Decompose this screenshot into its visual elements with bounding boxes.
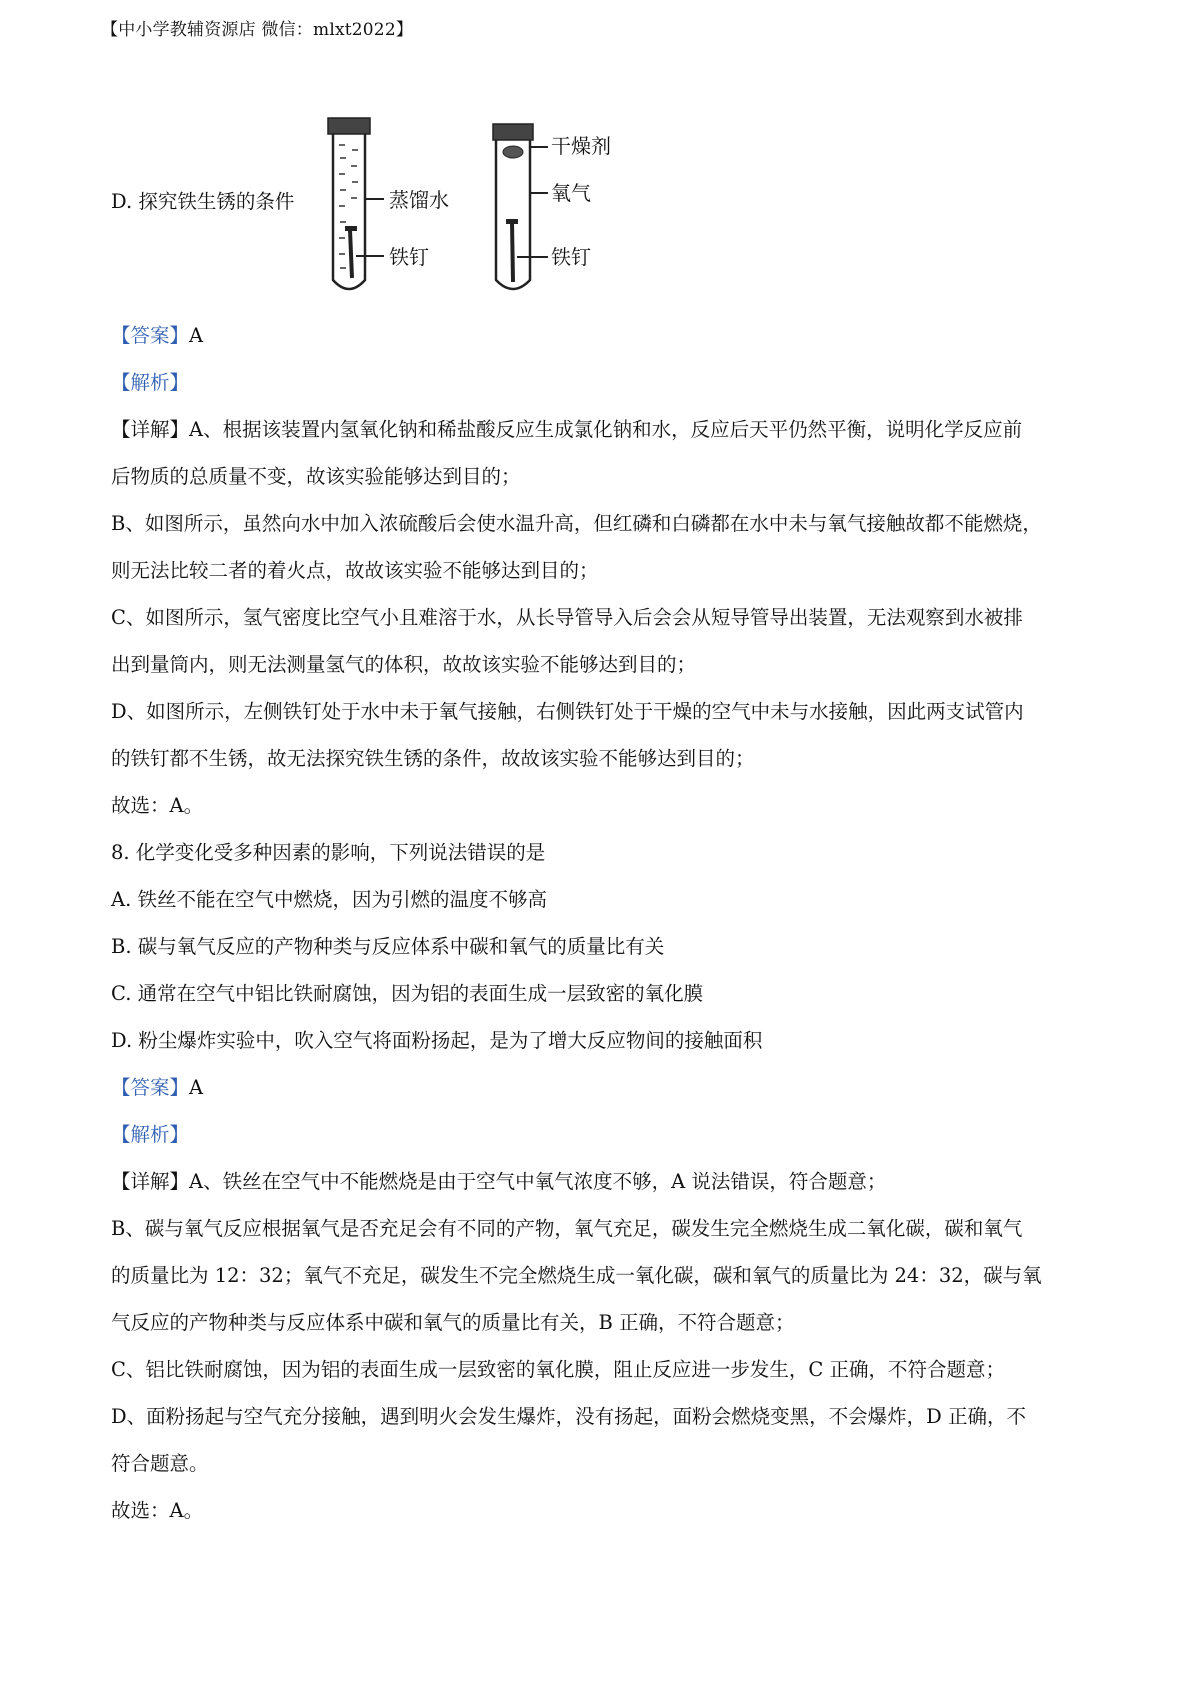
q7-detail-line: 出到量筒内，则无法测量氢气的体积，故故该实验不能够达到目的；: [111, 653, 697, 676]
watermark-header: 【中小学教辅资源店 微信：mlxt2022】: [101, 20, 414, 40]
label-distilled-water: 蒸馏水: [389, 188, 449, 212]
option-d-label: D. 探究铁生锈的条件: [111, 190, 295, 213]
q8-answer: 【答案】A: [111, 1076, 204, 1099]
q7-detail-line: 则无法比较二者的着火点，故故该实验不能够达到目的；: [111, 559, 599, 582]
q7-analysis-tag: 【解析】: [111, 371, 190, 394]
q8-detail-line: B、碳与氧气反应根据氧气是否充足会有不同的产物，氧气充足，碳发生完全燃烧生成二氧化碳，碳和氧气: [111, 1217, 1023, 1240]
q8-detail-line: 【详解】A、铁丝在空气中不能燃烧是由于空气中氧气浓度不够，A 说法错误，符合题意；: [111, 1170, 887, 1193]
q7-detail-line: B、如图所示，虽然向水中加入浓硫酸后会使水温升高，但红磷和白磷都在水中未与氧气接触故都不能燃烧，: [111, 512, 1042, 535]
q8-detail-line: 符合题意。: [111, 1452, 209, 1475]
tube-desiccant-oxygen: [493, 124, 611, 289]
q8-detail-line: D、面粉扬起与空气充分接触，遇到明火会发生爆炸，没有扬起，面粉会燃烧变黑，不会爆炸，D 正确，不: [111, 1405, 1026, 1428]
q7-conclusion: 故选：A。: [111, 794, 204, 817]
q7-detail-line: D、如图所示，左侧铁钉处于水中未于氧气接触，右侧铁钉处于干燥的空气中未与水接触，因此两支试管内: [111, 700, 1024, 723]
q8-detail-line: C、铝比铁耐腐蚀，因为铝的表面生成一层致密的氧化膜，阻止反应进一步发生，C 正确，不符合题意；: [111, 1358, 1006, 1381]
q7-detail-line: C、如图所示，氢气密度比空气小且难溶于水，从长导管导入后会会从短导管导出装置，无法观察到水被排: [111, 606, 1023, 629]
label-nail-1: 铁钉: [389, 245, 429, 269]
q7-answer: 【答案】A: [111, 324, 204, 347]
tube-distilled-water: [328, 118, 449, 289]
label-desiccant: 干燥剂: [551, 134, 611, 158]
q8-option-b: B. 碳与氧气反应的产物种类与反应体系中碳和氧气的质量比有关: [111, 935, 665, 958]
q8-option-a: A. 铁丝不能在空气中燃烧，因为引燃的温度不够高: [111, 888, 547, 911]
q7-detail-line: 的铁钉都不生锈，故无法探究铁生锈的条件，故故该实验不能够达到目的；: [111, 747, 755, 770]
q8-question: 8. 化学变化受多种因素的影响，下列说法错误的是: [111, 841, 546, 864]
q8-option-c: C. 通常在空气中铝比铁耐腐蚀，因为铝的表面生成一层致密的氧化膜: [111, 982, 704, 1005]
q7-detail-line: 后物质的总质量不变，故该实验能够达到目的；: [111, 465, 521, 488]
label-nail-2: 铁钉: [551, 245, 591, 269]
q8-detail-line: 的质量比为 12：32；氧气不充足，碳发生不完全燃烧生成一氧化碳，碳和氧气的质量比为 24：32，碳与氧: [111, 1264, 1042, 1287]
q8-analysis-tag: 【解析】: [111, 1123, 190, 1146]
test-tube-figure: [0, 0, 1200, 310]
q7-detail-line: 【详解】A、根据该装置内氢氧化钠和稀盐酸反应生成氯化钠和水，反应后天平仍然平衡，说明化学反应前: [111, 418, 1023, 441]
label-oxygen: 氧气: [551, 181, 591, 205]
q8-conclusion: 故选：A。: [111, 1499, 204, 1522]
q8-option-d: D. 粉尘爆炸实验中，吹入空气将面粉扬起，是为了增大反应物间的接触面积: [111, 1029, 763, 1052]
q8-detail-line: 气反应的产物种类与反应体系中碳和氧气的质量比有关，B 正确，不符合题意；: [111, 1311, 795, 1334]
